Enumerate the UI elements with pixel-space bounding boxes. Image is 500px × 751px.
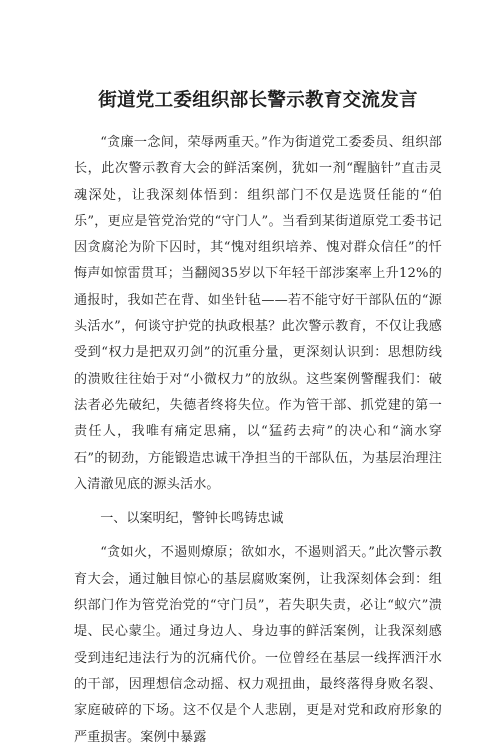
section-heading: 一、以案明纪，警钟长鸣铸忠诚	[100, 511, 284, 527]
section-paragraph: “贪如火，不遏则燎原；欲如水，不遏则滔天。”此次警示教育大会，通过触目惊心的基层腐败案例，让我深刻体会到：组织部门作为管党治党的“守门员”，若失职失责，必让“蚁穴”溃堤、民心蒙尘。通过身边人、身边事的鲜活案例，让我深刻感受到违纪违法行为的沉痛代价。一位曾经在基层一线挥洒汗水的干部，因理想信念动摇、权力观扭曲，最终落得身败名裂、家庭破碎的下场。这不仅是个人悲剧，更是对党和政府形象的严重损害。案例中暴露	[74, 545, 442, 745]
intro-paragraph: “贪廉一念间，荣辱两重天。”作为街道党工委委员、组织部长，此次警示教育大会的鲜活案例，犹如一剂“醒脑针”直击灵魂深处，让我深刻体悟到：组织部门不仅是选贤任能的“伯乐”，更应是管党治党的“守门人”。当看到某街道原党工委书记因贪腐沦为阶下囚时，其“愧对组织培养、愧对群众信任”的忏悔声如惊雷贯耳；当翻阅35岁以下年轻干部涉案率上升12%的通报时，我如芒在背、如坐针毡——若不能守好干部队伍的“源头活水”，何谈守护党的执政根基？此次警示教育，不仅让我感受到“权力是把双刃剑”的沉重分量，更深刻认识到：思想防线的溃败往往始于对“小微权力”的放纵。这些案例警醒我们：破法者必先破纪，失德者终将失位。作为管干部、抓党建的第一责任人，我唯有痛定思痛，以“猛药去疴”的决心和“滴水穿石”的韧劲，方能锻造忠诚干净担当的干部队伍，为基层治理注入清澈见底的源头活水。	[74, 135, 442, 492]
document-title: 街道党工委组织部长警示教育交流发言	[98, 90, 418, 111]
